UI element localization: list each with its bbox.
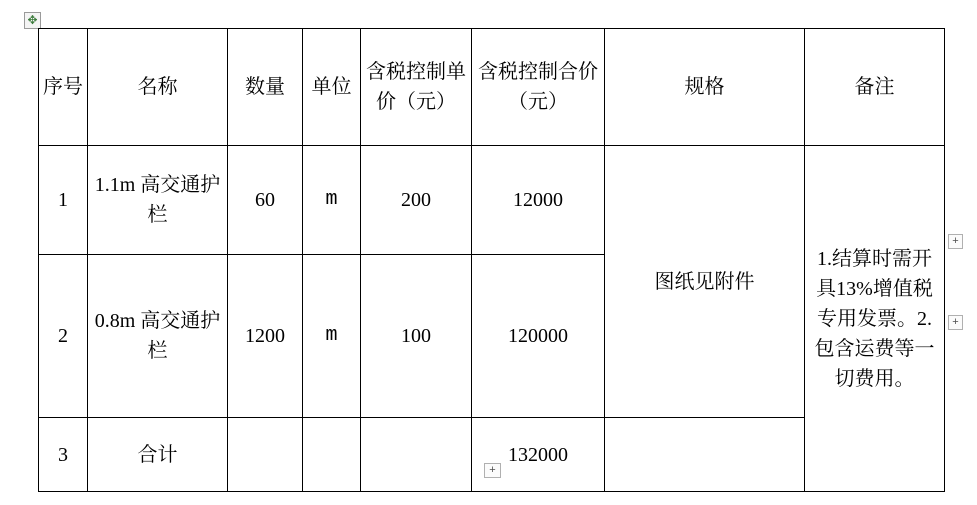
cell-unit-price: 100 (361, 255, 472, 418)
cell-unit: m (303, 146, 361, 255)
cell-unit-price: 200 (361, 146, 472, 255)
header-unit-price: 含税控制单价（元） (361, 29, 472, 146)
table-header-row (39, 29, 945, 146)
cell-remark-merged: 1.结算时需开具13%增值税专用发票。2.包含运费等一切费用。 (805, 146, 945, 492)
price-table (38, 28, 945, 492)
cell-index: 3 (39, 418, 88, 492)
cell-name: 0.8m 高交通护栏 (88, 255, 228, 418)
header-quantity: 数量 (228, 29, 303, 146)
cell-index: 2 (39, 255, 88, 418)
cell-unit: m (303, 255, 361, 418)
table-move-handle-icon[interactable]: ✥ (24, 12, 41, 29)
cell-quantity: 60 (228, 146, 303, 255)
header-index: 序号 (39, 29, 88, 146)
cell-quantity (228, 418, 303, 492)
insert-column-button-top[interactable]: + (948, 234, 963, 249)
table-row (39, 146, 945, 255)
insert-row-button[interactable]: + (484, 463, 501, 478)
header-spec: 规格 (605, 29, 805, 146)
cell-spec-empty (605, 418, 805, 492)
cell-total-price: 120000 (472, 255, 605, 418)
insert-column-button-bottom[interactable]: + (948, 315, 963, 330)
header-unit: 单位 (303, 29, 361, 146)
cell-unit-price (361, 418, 472, 492)
header-name: 名称 (88, 29, 228, 146)
cell-name: 1.1m 高交通护栏 (88, 146, 228, 255)
cell-total-price: 12000 (472, 146, 605, 255)
cell-name: 合计 (88, 418, 228, 492)
header-remark: 备注 (805, 29, 945, 146)
cell-quantity: 1200 (228, 255, 303, 418)
cell-spec-merged: 图纸见附件 (605, 146, 805, 418)
cell-unit (303, 418, 361, 492)
cell-total-price: 132000 (472, 418, 605, 492)
cell-index: 1 (39, 146, 88, 255)
header-total-price: 含税控制合价（元） (472, 29, 605, 146)
